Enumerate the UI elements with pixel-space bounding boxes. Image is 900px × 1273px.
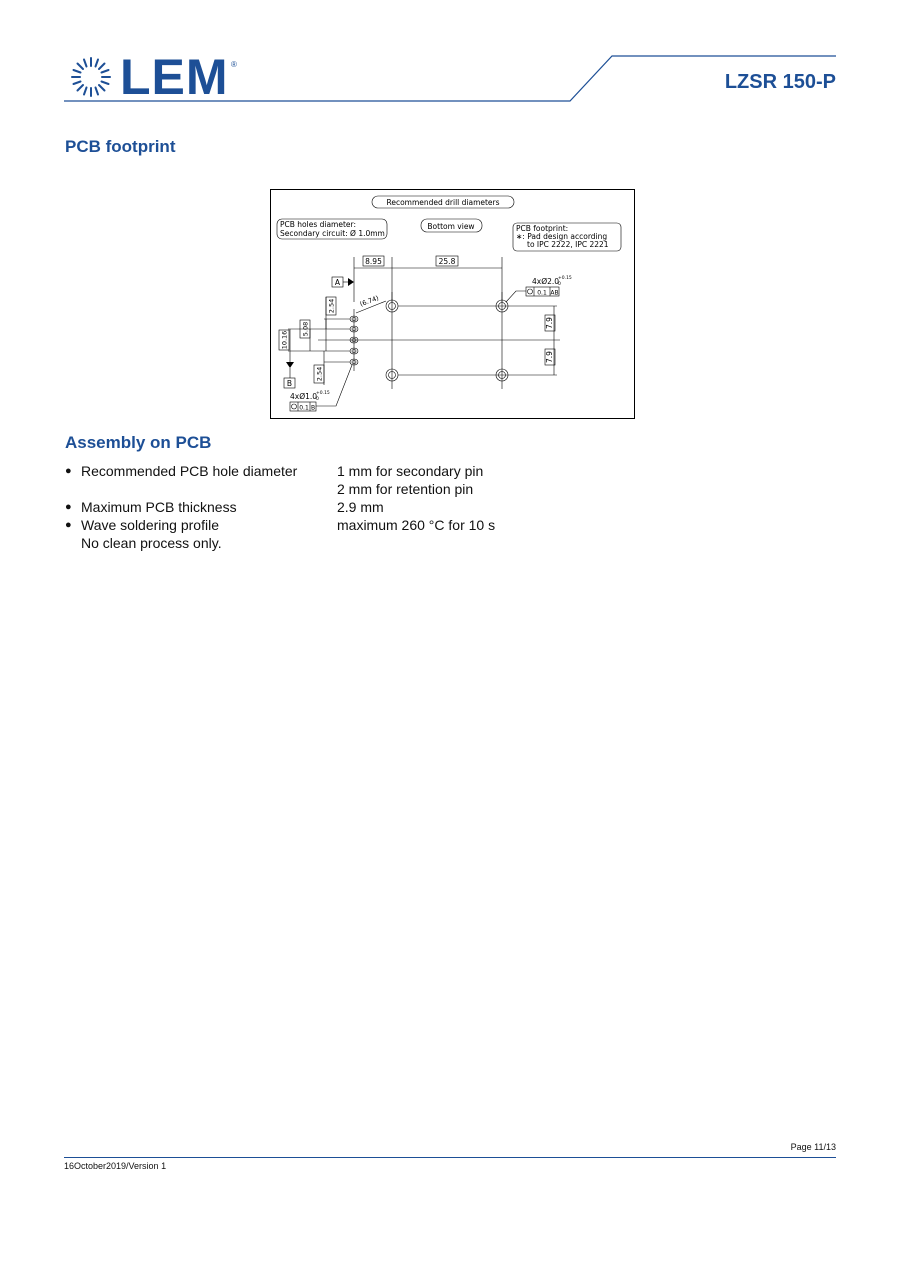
- hole-small-tol-top: +0.15: [316, 391, 330, 396]
- pcb-footprint-drawing: [270, 189, 635, 419]
- hole-large-callout: 4xØ2.0: [532, 277, 560, 286]
- spec-label: Wave soldering profile: [81, 517, 219, 533]
- tol-small-ref: B: [310, 404, 316, 412]
- spec-label: No clean process only.: [81, 535, 222, 551]
- spec-label: Maximum PCB thickness: [81, 499, 237, 515]
- page-number: Page 11/13: [790, 1142, 836, 1152]
- dim-6-74: (6.74): [358, 294, 380, 309]
- spec-value: 2.9 mm: [337, 499, 384, 515]
- holes-line1: PCB holes diameter:: [280, 220, 357, 229]
- dim-7-9-b: 7.9: [545, 351, 554, 363]
- spec-label: Recommended PCB hole diameter: [81, 463, 298, 479]
- bottom-view-label: Bottom view: [427, 222, 475, 231]
- version-date: 16October2019/Version 1: [64, 1161, 167, 1171]
- hole-large-tol-top: +0.15: [558, 276, 572, 281]
- tol-small: 0.1: [299, 404, 309, 412]
- spec-value: 2 mm for retention pin: [337, 481, 474, 497]
- footprint-line2: ∗: Pad design according: [516, 232, 608, 241]
- pcb-footprint-heading: PCB footprint: [65, 137, 176, 156]
- datum-a: A: [334, 278, 341, 287]
- logo-wordmark: LEM: [120, 49, 229, 105]
- hole-small-callout: 4xØ1.0: [290, 392, 318, 401]
- product-title: LZSR 150-P: [724, 71, 836, 93]
- assembly-heading: Assembly on PCB: [65, 433, 212, 452]
- dim-2-54-a: 2.54: [327, 298, 336, 314]
- dim-10-16: 10.16: [280, 330, 289, 350]
- dim-25-8: 25.8: [438, 257, 456, 266]
- registered-mark: ®: [231, 60, 237, 69]
- bullet-icon: ●: [65, 519, 72, 531]
- footprint-line3: to IPC 2222, IPC 2221: [527, 240, 609, 249]
- tol-large: 0.1: [537, 289, 547, 297]
- spec-value: 1 mm for secondary pin: [337, 463, 484, 479]
- dim-2-54-b: 2.54: [315, 366, 324, 382]
- footprint-line1: PCB footprint:: [516, 224, 569, 233]
- datum-b: B: [286, 379, 293, 388]
- drill-title: Recommended drill diameters: [386, 198, 500, 207]
- dim-8-95: 8.95: [365, 257, 382, 266]
- bullet-icon: ●: [65, 501, 72, 513]
- tol-large-ref: AB: [550, 289, 559, 297]
- footer-rule: [64, 1157, 836, 1158]
- spec-value: maximum 260 °C for 10 s: [337, 517, 496, 533]
- lem-sun-logo-icon: [66, 52, 116, 102]
- holes-line2: Secondary circuit: Ø 1.0mm: [280, 229, 385, 238]
- hole-large-tol-bot: 0: [558, 282, 561, 287]
- bullet-icon: ●: [65, 465, 72, 477]
- dim-7-9-a: 7.9: [545, 317, 554, 329]
- dim-5-08: 5.08: [301, 321, 310, 337]
- hole-small-tol-bot: 0: [316, 397, 319, 402]
